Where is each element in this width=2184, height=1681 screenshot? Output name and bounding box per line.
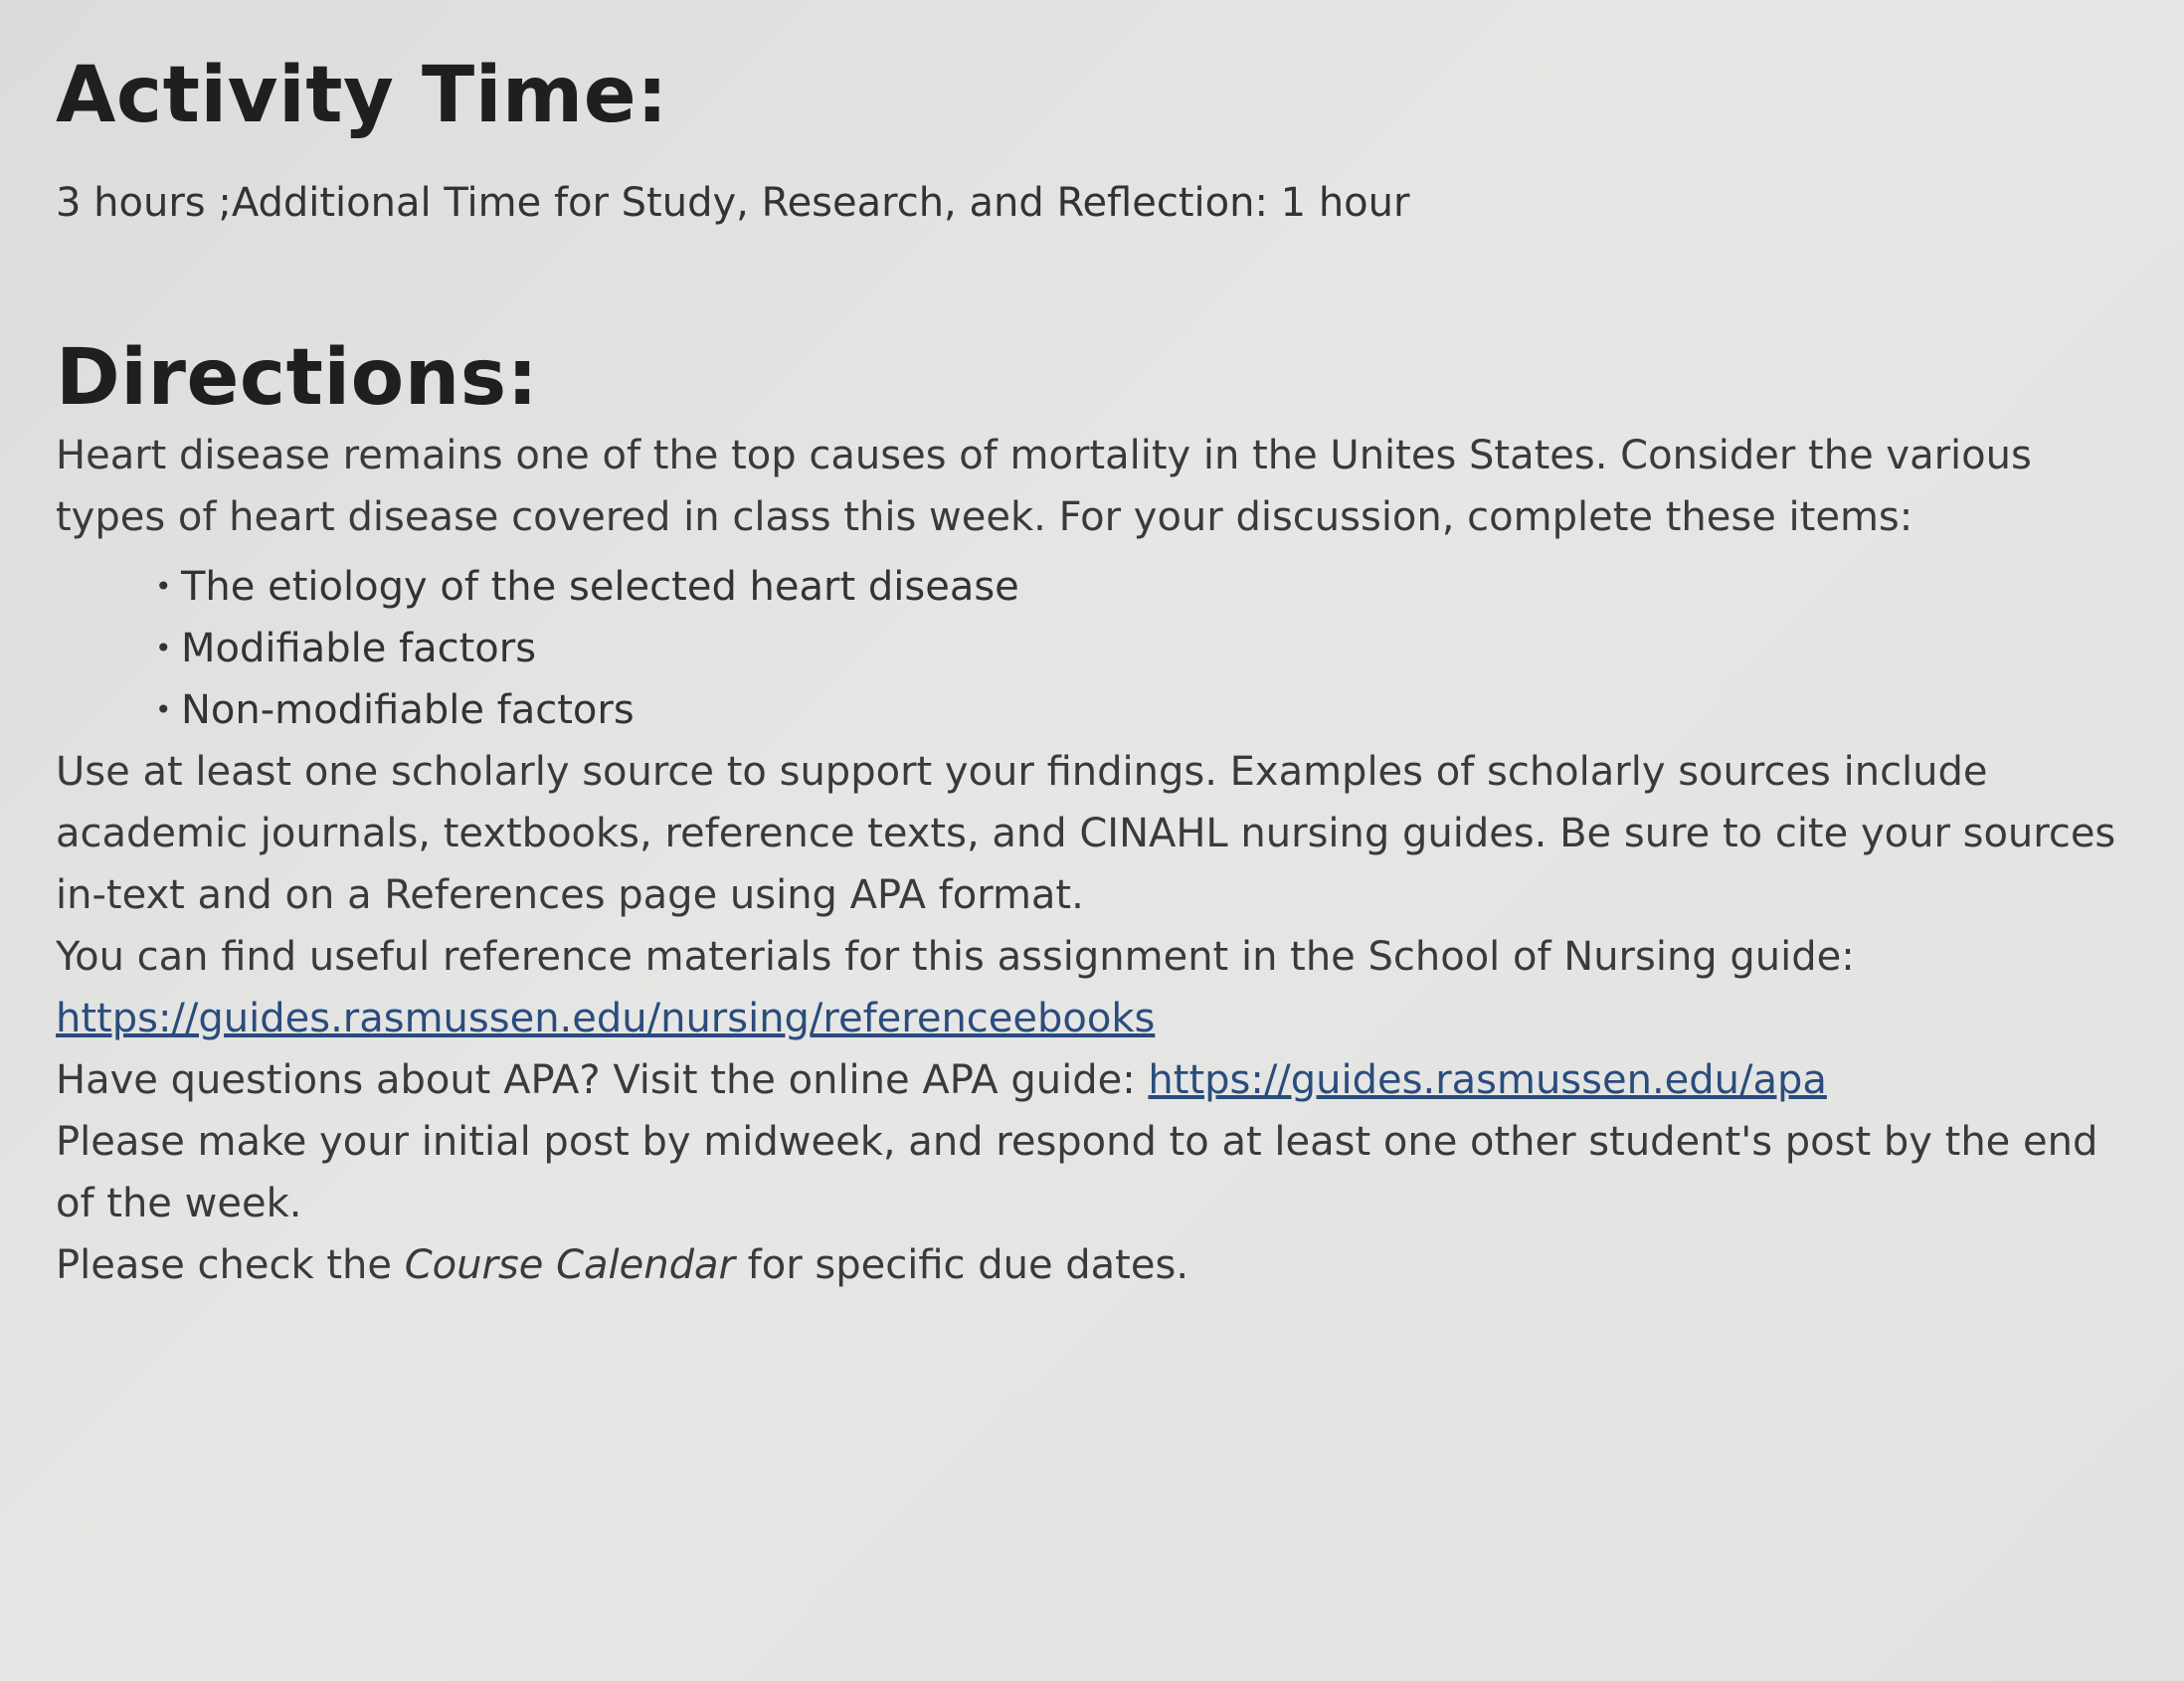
nursing-guide-text: You can find useful reference materials for this assignment in the School of Nursing guide: [56, 934, 1855, 981]
directions-intro: Heart disease remains one of the top causes of mortality in the Unites States. Consider the various types of heart disease covered in class this week. For your discussion, complete these items: [56, 433, 2032, 541]
discussion-items-list [56, 556, 2144, 741]
sources-paragraph: Use at least one scholarly source to support your findings. Examples of scholarly sources include academic journals, textbooks, reference texts, and CINAHL nursing guides. Be sure to cite your sources in-text and on a References page using APA format. [56, 749, 2116, 919]
closing-line-2-suffix: for specific due dates. [734, 1242, 1189, 1289]
apa-guide-link[interactable]: https://guides.rasmussen.edu/apa [1148, 1057, 1827, 1104]
closing-line-2-prefix: Please check the [56, 1242, 405, 1289]
activity-time-text: 3 hours ;Additional Time for Study, Research, and Reflection: 1 hour [56, 179, 1410, 226]
list-item: • Modifiable factors [155, 618, 2144, 679]
apa-guide-text: Have questions about APA? Visit the online APA guide: [56, 1057, 1149, 1104]
closing-paragraph [56, 1111, 2144, 1296]
nursing-guide-paragraph [56, 926, 2144, 1049]
course-calendar-text: Course Calendar [404, 1242, 735, 1289]
list-item: • The etiology of the selected heart disease [155, 556, 2144, 618]
apa-guide-paragraph [56, 1049, 2144, 1111]
nursing-guide-link[interactable]: https://guides.rasmussen.edu/nursing/referenceebooks [56, 996, 1156, 1042]
list-item: • Non-modifiable factors [155, 679, 2144, 741]
activity-time-heading: Activity Time: [56, 51, 668, 140]
closing-line-1: Please make your initial post by midweek, and respond to at least one other student's post by the end of the week. [56, 1119, 2098, 1227]
directions-heading: Directions: [56, 332, 539, 423]
assignment-page [56, 40, 2144, 1296]
